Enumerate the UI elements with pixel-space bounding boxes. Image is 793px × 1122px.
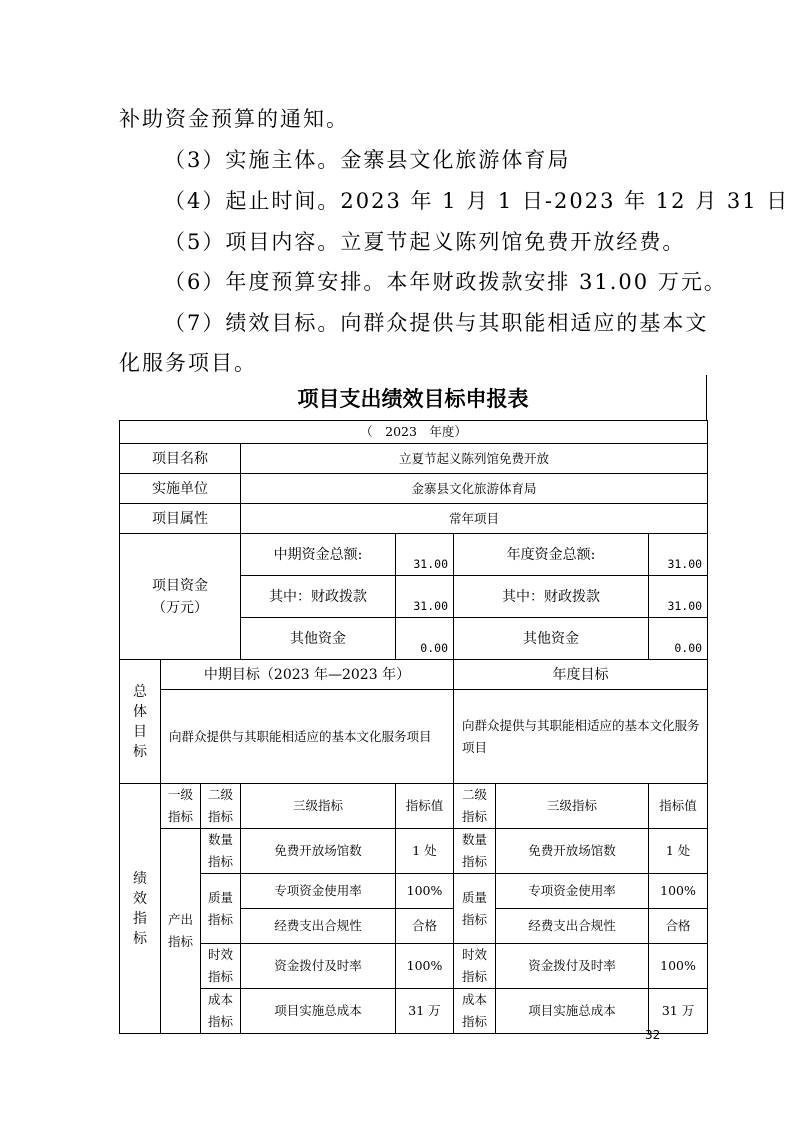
mid-goal-header: 中期目标（2023 年—2023 年）: [161, 660, 454, 690]
mid-other-label: 其他资金: [241, 618, 396, 660]
indicator-value-right: 1 处: [649, 829, 708, 874]
header-line: 指标: [461, 809, 487, 824]
indicator-value-right: 31 万: [649, 989, 708, 1034]
cat-line: 指标: [207, 854, 233, 869]
funds-label-line1: 项目资金: [152, 577, 208, 594]
performance-table: [119, 420, 708, 1034]
project-name-value: 立夏节起义陈列馆免费开放: [241, 444, 708, 474]
year-goal-header: 年度目标: [454, 660, 708, 690]
quantity-category: [201, 829, 241, 874]
perf-label-char: 标: [133, 930, 147, 947]
year-other-label: 其他资金: [454, 618, 649, 660]
mid-total-value: 31.00: [396, 534, 454, 576]
col-value-header: 指标值: [396, 784, 454, 829]
funds-label: [120, 534, 241, 660]
cost-category-right: [454, 989, 496, 1034]
cat-line: 成本: [207, 992, 233, 1007]
paragraph-4: （5）项目内容。立夏节起义陈列馆免费开放经费。: [164, 230, 686, 254]
year-total-label: 年度资金总额:: [454, 534, 649, 576]
indicator-name-right: 免费开放场馆数: [496, 829, 649, 874]
mid-other-value: 0.00: [396, 618, 454, 660]
output-indicator-label: [161, 829, 201, 1034]
col-level1-header: [161, 784, 201, 829]
output-label-line: 指标: [167, 934, 193, 949]
indicator-name: 经费支出合规性: [241, 909, 396, 944]
timeliness-category: [201, 944, 241, 989]
indicator-value-right: 100%: [649, 944, 708, 989]
cost-category: [201, 989, 241, 1034]
overall-label-char: 总: [133, 683, 147, 700]
mid-fiscal-label: 其中：财政拨款: [241, 576, 396, 618]
year-fiscal-value: 31.00: [649, 576, 708, 618]
overall-label-char: 体: [133, 703, 147, 720]
perf-label-char: 指: [133, 910, 147, 927]
header-line: 二级: [207, 787, 233, 802]
year-fiscal-label: 其中：财政拨款: [454, 576, 649, 618]
indicator-name-right: 项目实施总成本: [496, 989, 649, 1034]
year-other-value: 0.00: [649, 618, 708, 660]
perf-label-char: 绩: [133, 870, 147, 887]
col-level2-header-right: [454, 784, 496, 829]
paragraph-6: （7）绩效目标。向群众提供与其职能相适应的基本文: [164, 311, 709, 335]
page-number: 32: [645, 1028, 661, 1042]
year-goal-text: 向群众提供与其职能相适应的基本文化服务项目: [454, 690, 708, 784]
funds-label-line2: （万元）: [152, 599, 208, 616]
project-name-label: 项目名称: [120, 444, 241, 474]
cat-line: 指标: [461, 1014, 487, 1029]
paragraph-7: 化服务项目。: [119, 351, 257, 375]
cat-line: 指标: [461, 969, 487, 984]
cat-line: 质量: [207, 889, 233, 905]
paragraph-5: （6）年度预算安排。本年财政拨款安排 31.00 万元。: [164, 270, 727, 294]
header-line: 二级: [461, 787, 487, 802]
cat-line: 时效: [461, 947, 487, 962]
year-total-value: 31.00: [649, 534, 708, 576]
quality-category-right: [454, 874, 496, 944]
indicator-name: 项目实施总成本: [241, 989, 396, 1034]
paragraph-2: （3）实施主体。金寨县文化旅游体育局: [164, 148, 571, 172]
indicator-name-right: 资金拨付及时率: [496, 944, 649, 989]
table-title: 项目支出绩效目标申报表: [297, 387, 529, 411]
indicator-value: 1 处: [396, 829, 454, 874]
cat-line: 质量: [461, 889, 487, 905]
overall-label-char: 目: [133, 723, 147, 740]
col-level2-header: [201, 784, 241, 829]
cat-line: 指标: [207, 969, 233, 984]
indicator-value: 合格: [396, 909, 454, 944]
indicator-value: 100%: [396, 944, 454, 989]
indicator-value: 100%: [396, 874, 454, 909]
header-line: 一级: [167, 787, 193, 802]
indicator-name-right: 经费支出合规性: [496, 909, 649, 944]
quality-category: [201, 874, 241, 944]
cat-line: 数量: [461, 832, 487, 847]
header-line: 指标: [167, 809, 193, 824]
header-line: 指标: [207, 809, 233, 824]
overall-label-char: 标: [133, 743, 147, 760]
paragraph-1: 补助资金预算的通知。: [119, 107, 349, 131]
paragraph-3: （4）起止时间。2023 年 1 月 1 日-2023 年 12 月 31 日: [164, 189, 790, 213]
indicator-name: 资金拨付及时率: [241, 944, 396, 989]
indicator-value: 31 万: [396, 989, 454, 1034]
output-label-line: 产出: [167, 912, 193, 927]
attr-value: 常年项目: [241, 504, 708, 534]
col-level3-header: 三级指标: [241, 784, 396, 829]
timeliness-category-right: [454, 944, 496, 989]
unit-value: 金寨县文化旅游体育局: [241, 474, 708, 504]
quantity-category-right: [454, 829, 496, 874]
indicator-name: 免费开放场馆数: [241, 829, 396, 874]
indicator-name-right: 专项资金使用率: [496, 874, 649, 909]
cat-line: 指标: [207, 1014, 233, 1029]
overall-goal-label: [120, 660, 161, 784]
cat-line: 数量: [207, 832, 233, 847]
perf-label-char: 效: [133, 890, 147, 907]
indicator-value-right: 合格: [649, 909, 708, 944]
mid-total-label: 中期资金总额:: [241, 534, 396, 576]
cat-line: 指标: [461, 911, 487, 927]
year-row: （ 2023 年度）: [120, 421, 708, 444]
attr-label: 项目属性: [120, 504, 241, 534]
cat-line: 成本: [461, 992, 487, 1007]
mid-fiscal-value: 31.00: [396, 576, 454, 618]
col-level3-header-right: 三级指标: [496, 784, 649, 829]
cat-line: 时效: [207, 947, 233, 962]
indicator-name: 专项资金使用率: [241, 874, 396, 909]
perf-indicator-label: [120, 784, 161, 1034]
mid-goal-text: 向群众提供与其职能相适应的基本文化服务项目: [161, 690, 454, 784]
cat-line: 指标: [461, 854, 487, 869]
unit-label: 实施单位: [120, 474, 241, 504]
cat-line: 指标: [207, 911, 233, 927]
indicator-value-right: 100%: [649, 874, 708, 909]
col-value-header-right: 指标值: [649, 784, 708, 829]
